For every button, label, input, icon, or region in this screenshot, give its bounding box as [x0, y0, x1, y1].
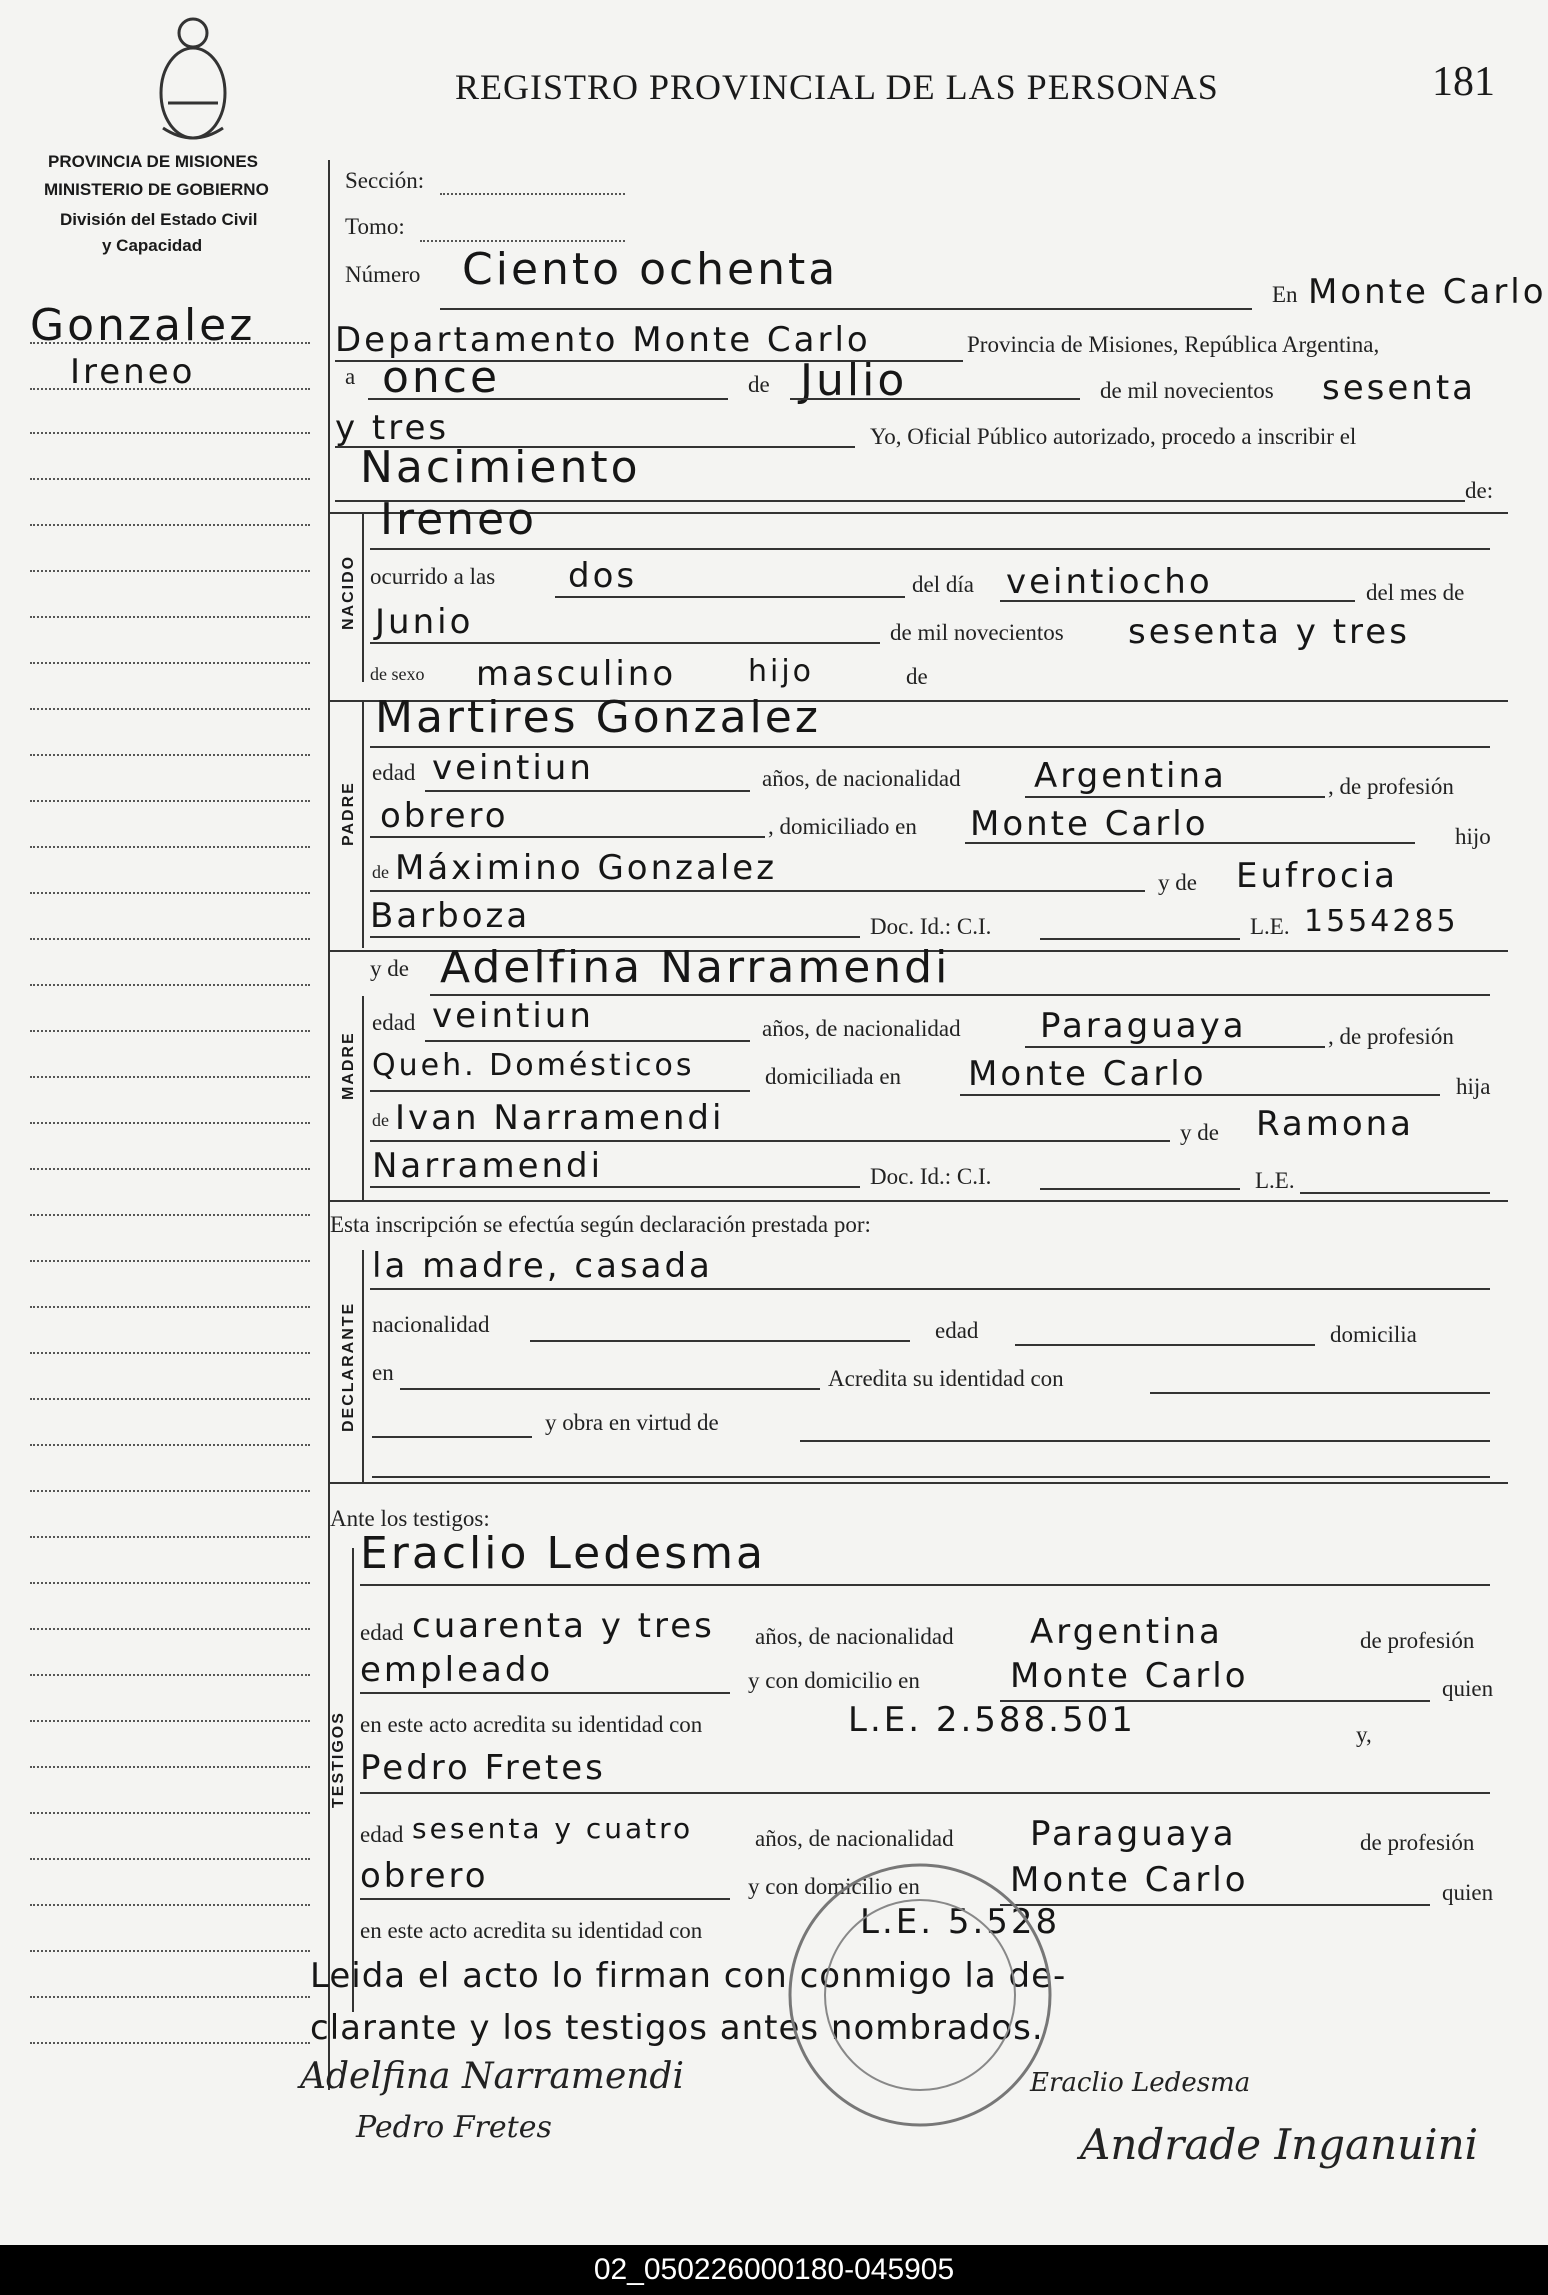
- label-doc-id: Doc. Id.: C.I.: [870, 914, 992, 939]
- value-testigo-1-nombre: Eraclio Ledesma: [360, 1528, 766, 1579]
- value-testigo-2-edad: sesenta y cuatro: [412, 1812, 694, 1845]
- label-le: L.E.: [1250, 914, 1290, 939]
- signature-oficial: Andrade Inganuini: [1080, 2120, 1479, 2169]
- value-dia: once: [382, 352, 501, 403]
- value-acto: Nacimiento: [360, 442, 641, 493]
- signature-testigo-2: Pedro Fretes: [356, 2110, 552, 2145]
- label-edad-3: edad: [935, 1318, 979, 1343]
- signature-testigo-1: Eraclio Ledesma: [1030, 2068, 1251, 2098]
- closing-line-2: clarante y los testigos antes nombrados.: [310, 2008, 1044, 2048]
- label-obra: y obra en virtud de: [545, 1410, 719, 1435]
- value-sexo: masculino: [476, 654, 677, 694]
- value-padre-edad: veintiun: [432, 748, 594, 788]
- label-del-dia: del día: [912, 572, 974, 597]
- label-anios-nac-4: años, de nacionalidad: [755, 1826, 954, 1851]
- value-padre-nacionalidad: Argentina: [1034, 756, 1227, 796]
- label-edad-4: edad: [360, 1620, 404, 1645]
- label-domiciliado: , domiciliado en: [768, 814, 917, 839]
- org-line-3: División del Estado Civil: [60, 210, 258, 229]
- value-madre-edad: veintiun: [432, 996, 594, 1036]
- margin-given-name: Ireneo: [70, 352, 196, 392]
- value-testigo-2-domicilio: Monte Carlo: [1010, 1860, 1249, 1900]
- value-padre-le: 1554285: [1304, 904, 1459, 939]
- label-quien: quien: [1442, 1676, 1494, 1701]
- margin-surname: Gonzalez: [30, 300, 256, 351]
- org-line-1: PROVINCIA DE MISIONES: [48, 152, 259, 171]
- label-seccion: Sección:: [345, 168, 425, 193]
- label-de-mil-2: de mil novecientos: [890, 620, 1064, 645]
- value-lugar: Monte Carlo: [1308, 272, 1547, 312]
- label-provincia: Provincia de Misiones, República Argentina,: [967, 332, 1380, 357]
- label-edad-5: edad: [360, 1822, 404, 1847]
- label-le-2: L.E.: [1255, 1168, 1295, 1193]
- label-hijo: hijo: [1455, 824, 1491, 849]
- value-madre-nacionalidad: Paraguaya: [1040, 1006, 1247, 1046]
- page-number: 181: [1432, 59, 1495, 105]
- org-line-2: MINISTERIO DE GOBIERNO: [44, 180, 269, 199]
- label-acto-acredita: en este acto acredita su identidad con: [360, 1712, 703, 1737]
- closing-line-1: Leida el acto lo firman con conmigo la de-: [310, 1956, 1067, 1996]
- label-de-mil: de mil novecientos: [1100, 378, 1274, 403]
- value-padre-abuela-1: Eufrocia: [1236, 856, 1399, 896]
- value-anio-1: sesenta: [1322, 368, 1476, 408]
- value-madre-profesion: Queh. Domésticos: [372, 1048, 695, 1083]
- value-anio-nac: sesenta y tres: [1128, 612, 1410, 652]
- side-label-padre: PADRE: [340, 781, 357, 846]
- value-padre-profesion: obrero: [380, 796, 509, 836]
- value-testigo-1-edad: cuarenta y tres: [412, 1606, 715, 1646]
- value-padre-abuela-2: Barboza: [370, 896, 531, 936]
- official-stamp-icon: [780, 1850, 1060, 2140]
- value-nombre: Ireneo: [380, 494, 538, 545]
- value-departamento: Departamento Monte Carlo: [335, 320, 871, 360]
- value-testigo-2-nombre: Pedro Fretes: [360, 1748, 606, 1788]
- label-quien-2: quien: [1442, 1880, 1494, 1905]
- value-padre-domicilio: Monte Carlo: [970, 804, 1209, 844]
- label-con-domicilio: y con domicilio en: [748, 1668, 920, 1693]
- label-ante-testigos: Ante los testigos:: [330, 1506, 490, 1531]
- label-a: a: [345, 364, 356, 389]
- label-de-2: de: [906, 664, 928, 689]
- value-dia-nac: veintiocho: [1006, 562, 1213, 602]
- org-line-4: y Capacidad: [102, 236, 203, 255]
- document-title: REGISTRO PROVINCIAL DE LAS PERSONAS: [455, 67, 1219, 107]
- side-label-madre: MADRE: [340, 1031, 357, 1100]
- label-del-mes: del mes de: [1366, 580, 1465, 605]
- label-de-profesion: , de profesión: [1328, 774, 1454, 799]
- label-de-4: de: [372, 1110, 389, 1130]
- value-testigo-2-doc: L.E. 5.528: [860, 1902, 1061, 1942]
- label-en: En: [1272, 282, 1298, 307]
- value-madre-domicilio: Monte Carlo: [968, 1054, 1207, 1094]
- label-de-3: de: [372, 862, 389, 882]
- label-yo: Yo, Oficial Público autorizado, procedo a inscribir el: [870, 424, 1357, 449]
- label-y-de-3: y de: [1180, 1120, 1219, 1145]
- value-hora: dos: [568, 556, 638, 596]
- value-testigo-1-doc: L.E. 2.588.501: [848, 1700, 1136, 1740]
- label-de-profesion-4: de profesión: [1360, 1830, 1475, 1855]
- value-declarante: la madre, casada: [372, 1246, 713, 1286]
- side-label-declarante: DECLARANTE: [340, 1301, 357, 1432]
- value-padre-nombre: Martires Gonzalez: [375, 692, 821, 743]
- label-acredita: Acredita su identidad con: [828, 1366, 1064, 1391]
- label-domiciliada: domiciliada en: [765, 1064, 902, 1089]
- label-edad: edad: [372, 760, 416, 785]
- label-de: de: [748, 372, 770, 397]
- footer-code: 02_050226000180-045905: [0, 2245, 1548, 2295]
- value-mes-nac: Junio: [375, 602, 474, 642]
- label-de-profesion-2: , de profesión: [1328, 1024, 1454, 1049]
- value-testigo-1-nacionalidad: Argentina: [1030, 1612, 1223, 1652]
- signature-declarante: Adelfina Narramendi: [300, 2056, 684, 2097]
- label-acto-acredita-2: en este acto acredita su identidad con: [360, 1918, 703, 1943]
- label-anios-nac-3: años, de nacionalidad: [755, 1624, 954, 1649]
- value-madre-abuela-2: Narramendi: [372, 1146, 604, 1186]
- value-padre-abuelo: Máximino Gonzalez: [395, 848, 778, 888]
- value-testigo-1-domicilio: Monte Carlo: [1010, 1656, 1249, 1696]
- label-numero: Número: [345, 262, 421, 287]
- value-anio-2: y tres: [335, 408, 450, 448]
- label-y-de: y de: [1158, 870, 1197, 895]
- label-anios-nac-2: años, de nacionalidad: [762, 1016, 961, 1041]
- label-tomo: Tomo:: [345, 214, 405, 239]
- label-doc-id-2: Doc. Id.: C.I.: [870, 1164, 992, 1189]
- value-numero: Ciento ochenta: [462, 244, 839, 295]
- label-y-de-2: y de: [370, 956, 409, 981]
- value-testigo-1-profesion: empleado: [360, 1650, 554, 1690]
- label-de-profesion-3: de profesión: [1360, 1628, 1475, 1653]
- label-esta-inscripcion: Esta inscripción se efectúa según declaración prestada por:: [330, 1212, 871, 1237]
- label-nacionalidad: nacionalidad: [372, 1312, 490, 1337]
- label-anios-nac: años, de nacionalidad: [762, 766, 961, 791]
- coat-of-arms-icon: [148, 8, 238, 148]
- label-con-domicilio-2: y con domicilio en: [748, 1874, 920, 1899]
- side-label-nacido: NACIDO: [340, 554, 357, 630]
- side-label-testigos: TESTIGOS: [330, 1711, 347, 1808]
- label-sexo: de sexo: [370, 664, 425, 684]
- label-domicilia: domicilia: [1330, 1322, 1417, 1347]
- label-y-comma: y,: [1356, 1722, 1372, 1747]
- value-testigo-2-nacionalidad: Paraguaya: [1030, 1814, 1237, 1854]
- value-madre-abuela-1: Ramona: [1256, 1104, 1415, 1144]
- label-de-colon: de:: [1465, 478, 1494, 503]
- label-edad-2: edad: [372, 1010, 416, 1035]
- label-ocurrido: ocurrido a las: [370, 564, 496, 589]
- value-testigo-2-profesion: obrero: [360, 1856, 489, 1896]
- label-en-2: en: [372, 1360, 394, 1385]
- value-madre-nombre: Adelfina Narramendi: [440, 942, 951, 993]
- value-madre-abuelo: Ivan Narramendi: [395, 1098, 725, 1138]
- value-hijo: hijo: [748, 654, 815, 689]
- label-hija: hija: [1456, 1074, 1491, 1099]
- value-mes: Julio: [800, 355, 908, 406]
